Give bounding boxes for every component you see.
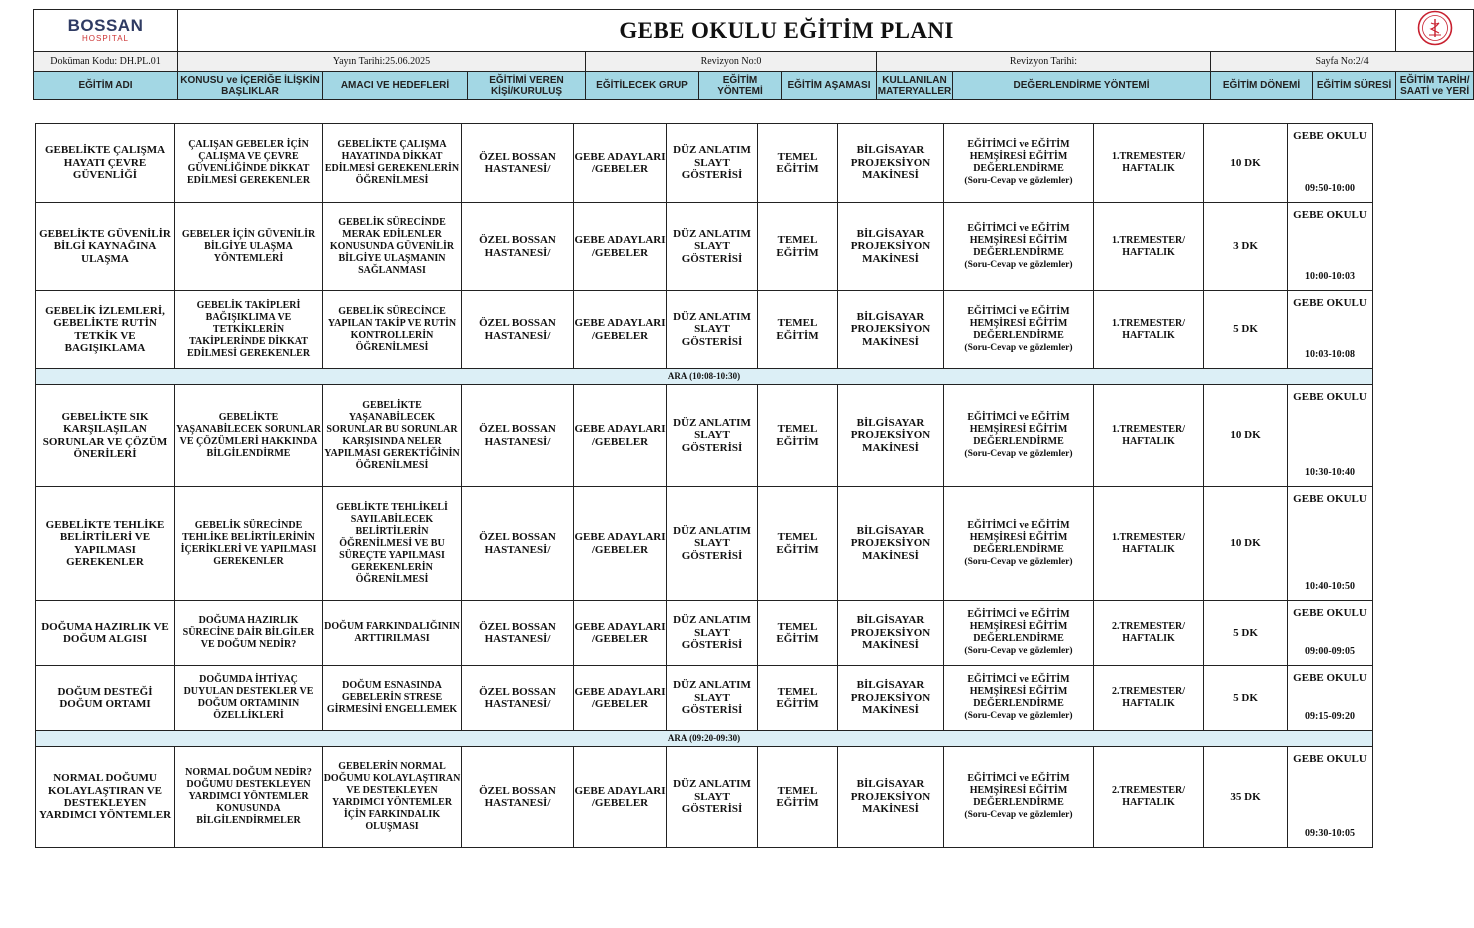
goal-cell: GEBELİK SÜRECİNDE MERAK EDİLENLER KONUSUNDA GÜVENİLİR BİLGİYE ULAŞMANIN SAĞLANMASI — [323, 203, 462, 291]
method-cell: DÜZ ANLATIM SLAYT GÖSTERİSİ — [667, 385, 758, 487]
logo — [34, 10, 178, 52]
duration-cell: 35 DK — [1204, 747, 1288, 848]
evaluation-cell — [944, 747, 1094, 848]
materials-cell: BİLGİSAYAR PROJEKSİYON MAKİNESİ — [838, 601, 944, 666]
stage-cell: TEMEL EĞİTİM — [758, 487, 838, 601]
materials-cell: BİLGİSAYAR PROJEKSİYON MAKİNESİ — [838, 385, 944, 487]
materials-cell: BİLGİSAYAR PROJEKSİYON MAKİNESİ — [838, 124, 944, 203]
revision-no: Revizyon No:0 — [586, 52, 877, 72]
table-row — [36, 124, 1373, 203]
topic-cell: GEBELİK TAKİPLERİ BAĞIŞIKLIMA VE TETKİKLERİN TAKİPLERİNDE DİKKAT EDİLMESİ GEREKENLER — [175, 291, 323, 369]
trainer-cell: ÖZEL BOSSAN HASTANESİ/ — [462, 601, 574, 666]
period-cell: 1.TREMESTER/ HAFTALIK — [1094, 291, 1204, 369]
date-place-cell — [1288, 487, 1373, 601]
training-time: 09:50-10:00 — [1305, 182, 1355, 194]
training-name-cell: GEBELİK İZLEMLERİ, GEBELİKTE RUTİN TETKİK VE BAGIŞIKLAMA — [36, 291, 175, 369]
col-header-goal: AMACI VE HEDEFLERİ — [323, 72, 468, 100]
break-row — [36, 731, 1373, 747]
evaluation-method: EĞİTİMCİ ve EĞİTİM HEMŞİRESİ EĞİTİM DEĞERLENDİRME — [967, 139, 1070, 174]
evaluation-cell — [944, 385, 1094, 487]
training-name-cell: NORMAL DOĞUMU KOLAYLAŞTIRAN VE DESTEKLEYEN YARDIMCI YÖNTEMLER — [36, 747, 175, 848]
training-name-cell: GEBELİKTE SIK KARŞILAŞILAN SORUNLAR VE ÇÖZÜM ÖNERİLERİ — [36, 385, 175, 487]
col-header-stage: EĞİTİM AŞAMASI — [782, 72, 877, 100]
training-name-cell: DOĞUMA HAZIRLIK VE DOĞUM ALGISI — [36, 601, 175, 666]
col-header-topic: KONUSU ve İÇERİĞE İLİŞKİN BAŞLIKLAR — [178, 72, 323, 100]
duration-cell: 10 DK — [1204, 124, 1288, 203]
col-header-period: EĞİTİM DÖNEMİ — [1211, 72, 1313, 100]
method-cell: DÜZ ANLATIM SLAYT GÖSTERİSİ — [667, 124, 758, 203]
stage-cell: TEMEL EĞİTİM — [758, 124, 838, 203]
table-row — [36, 666, 1373, 731]
trainer-cell: ÖZEL BOSSAN HASTANESİ/ — [462, 487, 574, 601]
period-cell: 2.TREMESTER/ HAFTALIK — [1094, 747, 1204, 848]
ministry-seal — [1396, 10, 1474, 52]
materials-cell: BİLGİSAYAR PROJEKSİYON MAKİNESİ — [838, 203, 944, 291]
duration-cell: 10 DK — [1204, 385, 1288, 487]
evaluation-cell — [944, 666, 1094, 731]
trainer-cell: ÖZEL BOSSAN HASTANESİ/ — [462, 747, 574, 848]
date-place-cell — [1288, 385, 1373, 487]
table-row — [36, 601, 1373, 666]
training-name-cell: GEBELİKTE TEHLİKE BELİRTİLERİ VE YAPILMASI GEREKENLER — [36, 487, 175, 601]
revision-date: Revizyon Tarihi: — [877, 52, 1211, 72]
trainer-cell: ÖZEL BOSSAN HASTANESİ/ — [462, 385, 574, 487]
period-cell: 2.TREMESTER/ HAFTALIK — [1094, 666, 1204, 731]
stage-cell: TEMEL EĞİTİM — [758, 291, 838, 369]
training-place: GEBE OKULU — [1293, 130, 1367, 142]
table-row — [36, 487, 1373, 601]
trainer-cell: ÖZEL BOSSAN HASTANESİ/ — [462, 124, 574, 203]
document-title: GEBE OKULU EĞİTİM PLANI — [178, 10, 1396, 52]
evaluation-method: EĞİTİMCİ ve EĞİTİM HEMŞİRESİ EĞİTİM DEĞERLENDİRME — [967, 305, 1070, 341]
publish-date: Yayın Tarihi:25.06.2025 — [178, 52, 586, 72]
method-cell: DÜZ ANLATIM SLAYT GÖSTERİSİ — [667, 666, 758, 731]
col-header-training-name: EĞİTİM ADI — [34, 72, 178, 100]
evaluation-cell — [944, 487, 1094, 601]
evaluation-detail: (Soru-Cevap ve gözlemler) — [964, 556, 1073, 567]
evaluation-detail: (Soru-Cevap ve gözlemler) — [964, 259, 1073, 270]
evaluation-detail: (Soru-Cevap ve gözlemler) — [964, 646, 1073, 656]
training-place: GEBE OKULU — [1293, 297, 1367, 309]
training-name-cell: DOĞUM DESTEĞİ DOĞUM ORTAMI — [36, 666, 175, 731]
evaluation-cell — [944, 601, 1094, 666]
evaluation-method: EĞİTİMCİ ve EĞİTİM HEMŞİRESİ EĞİTİM DEĞERLENDİRME — [967, 411, 1070, 447]
evaluation-cell — [944, 291, 1094, 369]
training-time: 10:00-10:03 — [1305, 270, 1355, 282]
topic-cell: DOĞUMA HAZIRLIK SÜRECİNE DAİR BİLGİLER VE DOĞUM NEDİR? — [175, 601, 323, 666]
method-cell: DÜZ ANLATIM SLAYT GÖSTERİSİ — [667, 487, 758, 601]
break-label: ARA (10:08-10:30) — [36, 369, 1373, 385]
date-place-cell — [1288, 601, 1373, 666]
group-cell: GEBE ADAYLARI /GEBELER — [574, 601, 667, 666]
date-place-cell — [1288, 747, 1373, 848]
training-name-cell: GEBELİKTE ÇALIŞMA HAYATI ÇEVRE GÜVENLİĞİ — [36, 124, 175, 203]
table-row — [36, 203, 1373, 291]
goal-cell: GEBLİKTE TEHLİKELİ SAYILABİLECEK BELİRTİLERİN ÖĞRENİLMESİ VE BU SÜREÇTE YAPILMASI GEREKENLERİN ÖĞRENİLMESİ — [323, 487, 462, 601]
goal-cell: DOĞUM FARKINDALIĞININ ARTTIRILMASI — [323, 601, 462, 666]
topic-cell: GEBELİK SÜRECİNDE TEHLİKE BELİRTİLERİNİN İÇERİKLERİ VE YAPILMASI GEREKENLER — [175, 487, 323, 601]
stage-cell: TEMEL EĞİTİM — [758, 203, 838, 291]
goal-cell: GEBELİKTE ÇALIŞMA HAYATINDA DİKKAT EDİLMESİ GEREKENLERİN ÖĞRENİLMESİ — [323, 124, 462, 203]
evaluation-detail: (Soru-Cevap ve gözlemler) — [964, 711, 1073, 721]
group-cell: GEBE ADAYLARI /GEBELER — [574, 124, 667, 203]
duration-cell: 5 DK — [1204, 291, 1288, 369]
break-row — [36, 369, 1373, 385]
document-header — [33, 9, 1474, 100]
training-place: GEBE OKULU — [1293, 493, 1367, 505]
topic-cell: NORMAL DOĞUM NEDİR? DOĞUMU DESTEKLEYEN YARDIMCI YÖNTEMLER KONUSUNDA BİLGİLENDİRMELER — [175, 747, 323, 848]
ministry-health-seal-icon — [1417, 10, 1453, 46]
evaluation-method: EĞİTİMCİ ve EĞİTİM HEMŞİRESİ EĞİTİM DEĞERLENDİRME — [967, 519, 1070, 555]
training-time: 09:15-09:20 — [1305, 710, 1355, 722]
period-cell: 1.TREMESTER/ HAFTALIK — [1094, 124, 1204, 203]
topic-cell: DOĞUMDA İHTİYAÇ DUYULAN DESTEKLER VE DOĞUM ORTAMININ ÖZELLİKLERİ — [175, 666, 323, 731]
logo-name: BOSSAN — [67, 16, 144, 35]
training-time: 10:03-10:08 — [1305, 348, 1355, 360]
period-cell: 1.TREMESTER/ HAFTALIK — [1094, 385, 1204, 487]
col-header-evaluation: DEĞERLENDİRME YÖNTEMİ — [953, 72, 1211, 100]
duration-cell: 10 DK — [1204, 487, 1288, 601]
group-cell: GEBE ADAYLARI /GEBELER — [574, 487, 667, 601]
break-label: ARA (09:20-09:30) — [36, 731, 1373, 747]
col-header-method: EĞİTİM YÖNTEMİ — [699, 72, 782, 100]
group-cell: GEBE ADAYLARI /GEBELER — [574, 385, 667, 487]
method-cell: DÜZ ANLATIM SLAYT GÖSTERİSİ — [667, 291, 758, 369]
group-cell: GEBE ADAYLARI /GEBELER — [574, 747, 667, 848]
duration-cell: 3 DK — [1204, 203, 1288, 291]
col-header-group: EĞİTİLECEK GRUP — [586, 72, 699, 100]
method-cell: DÜZ ANLATIM SLAYT GÖSTERİSİ — [667, 601, 758, 666]
duration-cell: 5 DK — [1204, 601, 1288, 666]
topic-cell: GEBELER İÇİN GÜVENİLİR BİLGİYE ULAŞMA YÖNTEMLERİ — [175, 203, 323, 291]
group-cell: GEBE ADAYLARI /GEBELER — [574, 203, 667, 291]
goal-cell: GEBELİKTE YAŞANABİLECEK SORUNLAR BU SORUNLAR KARŞISINDA NELER YAPILMASI GEREKTİĞİNİN ÖĞRENİLMESİ — [323, 385, 462, 487]
evaluation-method: EĞİTİMCİ ve EĞİTİM HEMŞİRESİ EĞİTİM DEĞERLENDİRME — [967, 609, 1070, 644]
training-time: 10:40-10:50 — [1305, 580, 1355, 592]
page-number: Sayfa No:2/4 — [1211, 52, 1474, 72]
col-header-materials: KULLANILAN MATERYALLER — [877, 72, 953, 100]
trainer-cell: ÖZEL BOSSAN HASTANESİ/ — [462, 203, 574, 291]
table-row — [36, 385, 1373, 487]
goal-cell: DOĞUM ESNASINDA GEBELERİN STRESE GİRMESİNİ ENGELLEMEK — [323, 666, 462, 731]
group-cell: GEBE ADAYLARI /GEBELER — [574, 666, 667, 731]
training-time: 09:00-09:05 — [1305, 645, 1355, 657]
stage-cell: TEMEL EĞİTİM — [758, 747, 838, 848]
evaluation-method: EĞİTİMCİ ve EĞİTİM HEMŞİRESİ EĞİTİM DEĞERLENDİRME — [967, 674, 1070, 709]
col-header-trainer: EĞİTİMİ VEREN KİŞİ/KURULUŞ — [468, 72, 586, 100]
goal-cell: GEBELİK SÜRECİNCE YAPILAN TAKİP VE RUTİN KONTROLLERİN ÖĞRENİLMESİ — [323, 291, 462, 369]
materials-cell: BİLGİSAYAR PROJEKSİYON MAKİNESİ — [838, 291, 944, 369]
evaluation-detail: (Soru-Cevap ve gözlemler) — [964, 448, 1073, 459]
evaluation-cell — [944, 124, 1094, 203]
topic-cell: GEBELİKTE YAŞANABİLECEK SORUNLAR VE ÇÖZÜMLERİ HAKKINDA BİLGİLENDİRME — [175, 385, 323, 487]
evaluation-detail: (Soru-Cevap ve gözlemler) — [964, 810, 1073, 820]
date-place-cell — [1288, 124, 1373, 203]
period-cell: 1.TREMESTER/ HAFTALIK — [1094, 203, 1204, 291]
materials-cell: BİLGİSAYAR PROJEKSİYON MAKİNESİ — [838, 487, 944, 601]
trainer-cell: ÖZEL BOSSAN HASTANESİ/ — [462, 291, 574, 369]
stage-cell: TEMEL EĞİTİM — [758, 385, 838, 487]
materials-cell: BİLGİSAYAR PROJEKSİYON MAKİNESİ — [838, 666, 944, 731]
date-place-cell — [1288, 203, 1373, 291]
topic-cell: ÇALIŞAN GEBELER İÇİN ÇALIŞMA VE ÇEVRE GÜVENLİĞİNDE DİKKAT EDİLMESİ GEREKENLER — [175, 124, 323, 203]
evaluation-detail: (Soru-Cevap ve gözlemler) — [964, 176, 1073, 186]
duration-cell: 5 DK — [1204, 666, 1288, 731]
table-row — [36, 291, 1373, 369]
group-cell: GEBE ADAYLARI /GEBELER — [574, 291, 667, 369]
table-row — [36, 747, 1373, 848]
materials-cell: BİLGİSAYAR PROJEKSİYON MAKİNESİ — [838, 747, 944, 848]
col-header-duration: EĞİTİM SÜRESİ — [1313, 72, 1396, 100]
trainer-cell: ÖZEL BOSSAN HASTANESİ/ — [462, 666, 574, 731]
stage-cell: TEMEL EĞİTİM — [758, 666, 838, 731]
training-place: GEBE OKULU — [1293, 607, 1367, 619]
training-plan-table — [35, 123, 1373, 848]
stage-cell: TEMEL EĞİTİM — [758, 601, 838, 666]
training-name-cell: GEBELİKTE GÜVENİLİR BİLGİ KAYNAĞINA ULAŞMA — [36, 203, 175, 291]
evaluation-detail: (Soru-Cevap ve gözlemler) — [964, 342, 1073, 353]
method-cell: DÜZ ANLATIM SLAYT GÖSTERİSİ — [667, 747, 758, 848]
period-cell: 1.TREMESTER/ HAFTALIK — [1094, 487, 1204, 601]
goal-cell: GEBELERİN NORMAL DOĞUMU KOLAYLAŞTIRAN VE DESTEKLEYEN YARDIMCI YÖNTEMLER İÇİN FARKINDALIK OLUŞMASI — [323, 747, 462, 848]
evaluation-cell — [944, 203, 1094, 291]
doc-code: Doküman Kodu: DH.PL.01 — [34, 52, 178, 72]
evaluation-method: EĞİTİMCİ ve EĞİTİM HEMŞİRESİ EĞİTİM DEĞERLENDİRME — [967, 222, 1070, 258]
date-place-cell — [1288, 666, 1373, 731]
period-cell: 2.TREMESTER/ HAFTALIK — [1094, 601, 1204, 666]
training-place: GEBE OKULU — [1293, 672, 1367, 684]
training-place: GEBE OKULU — [1293, 391, 1367, 403]
col-header-date-place: EĞİTİM TARİH/ SAATİ ve YERİ — [1396, 72, 1474, 100]
method-cell: DÜZ ANLATIM SLAYT GÖSTERİSİ — [667, 203, 758, 291]
training-place: GEBE OKULU — [1293, 209, 1367, 221]
training-place: GEBE OKULU — [1293, 753, 1367, 765]
training-time: 10:30-10:40 — [1305, 466, 1355, 478]
training-time: 09:30-10:05 — [1305, 827, 1355, 839]
logo-subtitle: HOSPITAL — [82, 34, 129, 43]
evaluation-method: EĞİTİMCİ ve EĞİTİM HEMŞİRESİ EĞİTİM DEĞERLENDİRME — [967, 773, 1070, 808]
date-place-cell — [1288, 291, 1373, 369]
